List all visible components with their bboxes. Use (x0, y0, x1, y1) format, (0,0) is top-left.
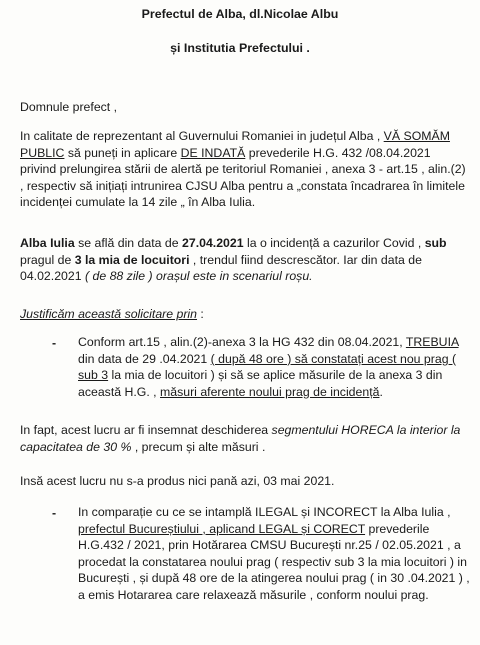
bullet-dash: - (52, 336, 57, 350)
paragraph-status: Insă acest lucru nu s-a produs nici pană azi, 03 mai 2021. (20, 474, 335, 488)
paragraph-horeca: In fapt, acest lucru ar fi insemnat deschiderea segmentului HORECA la interior la capacitatea de 30 % , precum și alte măsuri . (20, 423, 461, 454)
header-institution: și Institutia Prefectului . (170, 41, 310, 55)
header-addressee: Prefectul de Alba, dl.Nicolae Albu (141, 7, 339, 21)
salutation: Domnule prefect , (20, 100, 118, 114)
justification-heading: Justificăm această solicitare prin : (20, 307, 204, 321)
underlined-demand: VĂ SOMĂM PUBLIC (20, 129, 450, 160)
bullet-dash: - (52, 506, 57, 520)
paragraph-incidence: Alba Iulia se află din data de 27.04.2021 la o incidență a cazurilor Covid , sub pragul de 3 la mia de locuitori , trendul fiind descrescător. Iar din data de 04.02.2021 ( de 88 zile ) orașul este in scenariul roșu. (20, 236, 447, 284)
underlined-urgency: DE INDATĂ (180, 145, 246, 160)
bullet-item-conform: Conform art.15 , alin.(2)-anexa 3 la HG 432 din 08.04.2021, TREBUIA din data de 29 .04.2021 ( după 48 ore ) să constatați acest nou prag ( sub 3 la mia de locuitori ) și să se aplice măsurile de la anexa 3 din această H.G. , măsuri aferente noului prag de incidență. (78, 335, 459, 399)
bullet-item-comparison: In comparație cu ce se intamplă ILEGAL și INCORECT la Alba Iulia , prefectul Bucureștiului , aplicand LEGAL și CORECT prevederile H.G.432 / 2021, prin Hotărarea CMSU București nr.25 / 02.05.2021 , a procedat la constatarea noului prag ( respectiv sub 3 la mia locuitori ) in București , și după 48 ore de la atingerea noului prag ( in 30 .04.2021 ) , a emis Hotararea care relaxează măsurile , conform noului prag. (78, 505, 470, 602)
paragraph-intro: In calitate de reprezentant al Guvernului Romaniei in județul Alba , VĂ SOMĂM PUBLIC să puneți in aplicare DE INDATĂ prevederile H.G. 432 /08.04.2021 privind prelungirea stării de alertă pe teritoriul Romaniei , anexa 3 - art.15 , alin.(2) , respectiv să inițiați intrunirea CJSU Alba pentru a „constata încadrarea în limitele incidenței cumulate la 14 zile „ în Alba Iulia. (20, 129, 466, 210)
